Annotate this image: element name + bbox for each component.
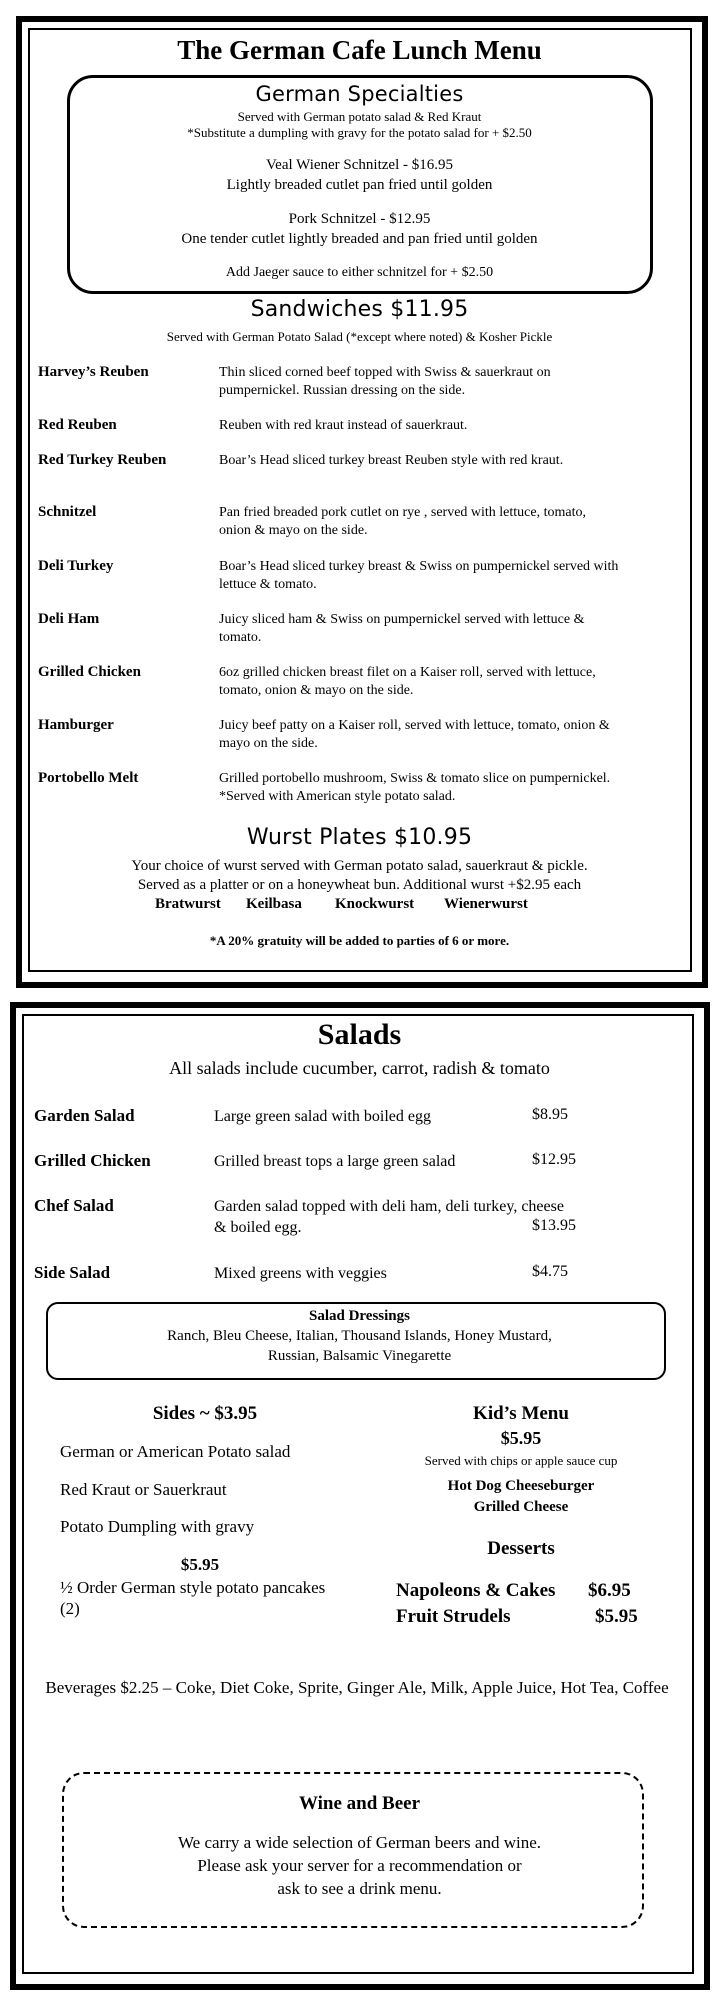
- lunch-menu-page: [0, 0, 719, 990]
- dessert-name: Napoleons & Cakes: [396, 1580, 556, 1601]
- wurst-type: Keilbasa: [246, 896, 302, 912]
- salad-name: Grilled Chicken: [34, 1151, 151, 1170]
- kids-menu-heading: Kid’s Menu: [473, 1403, 569, 1424]
- salad-name: Chef Salad: [34, 1196, 114, 1215]
- menu-title: The German Cafe Lunch Menu: [177, 35, 542, 65]
- specialties-substitute-note: *Substitute a dumpling with gravy for the potato salad for + $2.50: [187, 125, 532, 140]
- dressings-heading: Salad Dressings: [308, 1308, 410, 1324]
- sandwiches-subtitle: Served with German Potato Salad (*except where noted) & Kosher Pickle: [166, 329, 553, 344]
- dessert-name: Fruit Strudels: [396, 1606, 511, 1627]
- sandwich-desc: Boar’s Head sliced turkey breast & Swiss on pumpernickel served with lettuce & tomato.: [219, 559, 619, 592]
- salad-desc: Garden salad topped with deli ham, deli turkey, cheese & boiled egg.: [214, 1198, 564, 1236]
- kids-menu-items-cont: Grilled Cheese: [473, 1499, 569, 1515]
- sandwich-name: Grilled Chicken: [38, 664, 141, 680]
- salads-subtitle: All salads include cucumber, carrot, radish & tomato: [169, 1058, 550, 1078]
- side-item: German or American Potato salad: [60, 1442, 291, 1461]
- sandwich-name: Red Turkey Reuben: [38, 452, 167, 468]
- sandwich-name: Harvey’s Reuben: [38, 364, 149, 380]
- salad-price: $4.75: [532, 1263, 568, 1280]
- beverages-line: Beverages $2.25 – Coke, Diet Coke, Sprite, Ginger Ale, Milk, Apple Juice, Hot Tea, Coffee: [45, 1678, 669, 1697]
- specialties-note: Served with German potato salad & Red Kraut: [237, 109, 482, 124]
- salads-heading: Salads: [317, 1018, 402, 1051]
- veal-schnitzel-desc: Lightly breaded cutlet pan fried until golden: [226, 177, 493, 193]
- sandwich-name: Deli Turkey: [38, 558, 114, 574]
- pork-schnitzel-desc: One tender cutlet lightly breaded and pan fried until golden: [181, 231, 538, 247]
- sandwich-desc: Reuben with red kraut instead of sauerkraut.: [219, 418, 468, 433]
- wurst-type: Bratwurst: [155, 896, 221, 912]
- wine-beer-line: Please ask your server for a recommendation or: [197, 1856, 522, 1875]
- sandwich-name: Hamburger: [38, 717, 114, 733]
- gratuity-note: *A 20% gratuity will be added to parties of 6 or more.: [209, 933, 510, 948]
- salad-name: Side Salad: [34, 1263, 111, 1282]
- wurst-type: Knockwurst: [335, 896, 415, 912]
- wurst-heading: Wurst Plates $10.95: [246, 825, 473, 850]
- kids-menu-price: $5.95: [500, 1428, 542, 1448]
- sandwich-desc: Boar’s Head sliced turkey breast Reuben style with red kraut.: [219, 453, 564, 468]
- side-item: Potato Dumpling with gravy: [60, 1517, 255, 1536]
- salad-desc: Mixed greens with veggies: [214, 1265, 387, 1282]
- wine-beer-line: We carry a wide selection of German beers and wine.: [177, 1833, 542, 1852]
- dressings-list: Ranch, Bleu Cheese, Italian, Thousand Islands, Honey Mustard,: [167, 1328, 552, 1344]
- wurst-desc: Your choice of wurst served with German potato salad, sauerkraut & pickle.: [131, 858, 588, 874]
- wine-beer-line: ask to see a drink menu.: [277, 1879, 442, 1898]
- salads-page: [0, 990, 719, 2000]
- dessert-price: $6.95: [588, 1580, 631, 1601]
- salad-price: $8.95: [532, 1106, 568, 1123]
- salad-price: $12.95: [532, 1151, 576, 1168]
- salad-desc: Grilled breast tops a large green salad: [214, 1153, 456, 1170]
- sandwiches-heading: Sandwiches $11.95: [250, 297, 469, 322]
- sides-heading: Sides ~ $3.95: [152, 1403, 258, 1424]
- sandwich-desc: Thin sliced corned beef topped with Swiss & sauerkraut on pumpernickel. Russian dressing on the side.: [219, 365, 551, 398]
- wine-beer-heading: Wine and Beer: [298, 1793, 421, 1814]
- pork-schnitzel-title: Pork Schnitzel - $12.95: [288, 211, 431, 227]
- sandwich-desc: Juicy beef patty on a Kaiser roll, served with lettuce, tomato, onion & mayo on the side.: [219, 718, 610, 751]
- wurst-type: Wienerwurst: [444, 896, 528, 912]
- sandwich-name: Portobello Melt: [38, 770, 139, 786]
- specialties-heading: German Specialties: [255, 82, 464, 106]
- sandwich-desc: Juicy sliced ham & Swiss on pumpernickel served with lettuce & tomato.: [219, 612, 585, 645]
- salad-name: Garden Salad: [34, 1106, 135, 1125]
- side-special-item: ½ Order German style potato pancakes (2): [60, 1578, 326, 1618]
- dressings-list-cont: Russian, Balsamic Vinegarette: [267, 1348, 452, 1364]
- sandwich-name: Schnitzel: [38, 504, 97, 520]
- salad-desc: Large green salad with boiled egg: [214, 1108, 431, 1125]
- side-special-price: $5.95: [180, 1555, 220, 1574]
- dessert-price: $5.95: [595, 1606, 638, 1627]
- sandwich-name: Deli Ham: [38, 611, 100, 627]
- veal-schnitzel-title: Veal Wiener Schnitzel - $16.95: [266, 157, 453, 173]
- jaeger-sauce-note: Add Jaeger sauce to either schnitzel for + $2.50: [225, 265, 494, 280]
- desserts-heading: Desserts: [487, 1538, 555, 1559]
- sandwich-desc: Pan fried breaded pork cutlet on rye , served with lettuce, tomato, onion & mayo on the side.: [219, 505, 586, 538]
- salad-price: $13.95: [532, 1217, 576, 1234]
- wurst-serving-note: Served as a platter or on a honeywheat bun. Additional wurst +$2.95 each: [137, 877, 582, 893]
- sandwich-name: Red Reuben: [38, 417, 117, 433]
- sandwich-desc: Grilled portobello mushroom, Swiss & tomato slice on pumpernickel. *Served with American style potato salad.: [219, 771, 611, 804]
- kids-menu-note: Served with chips or apple sauce cup: [424, 1453, 618, 1468]
- kids-menu-items: Hot Dog Cheeseburger: [447, 1478, 595, 1494]
- sandwich-desc: 6oz grilled chicken breast filet on a Kaiser roll, served with lettuce, tomato, onion & mayo on the side.: [219, 665, 596, 698]
- side-item: Red Kraut or Sauerkraut: [60, 1480, 227, 1499]
